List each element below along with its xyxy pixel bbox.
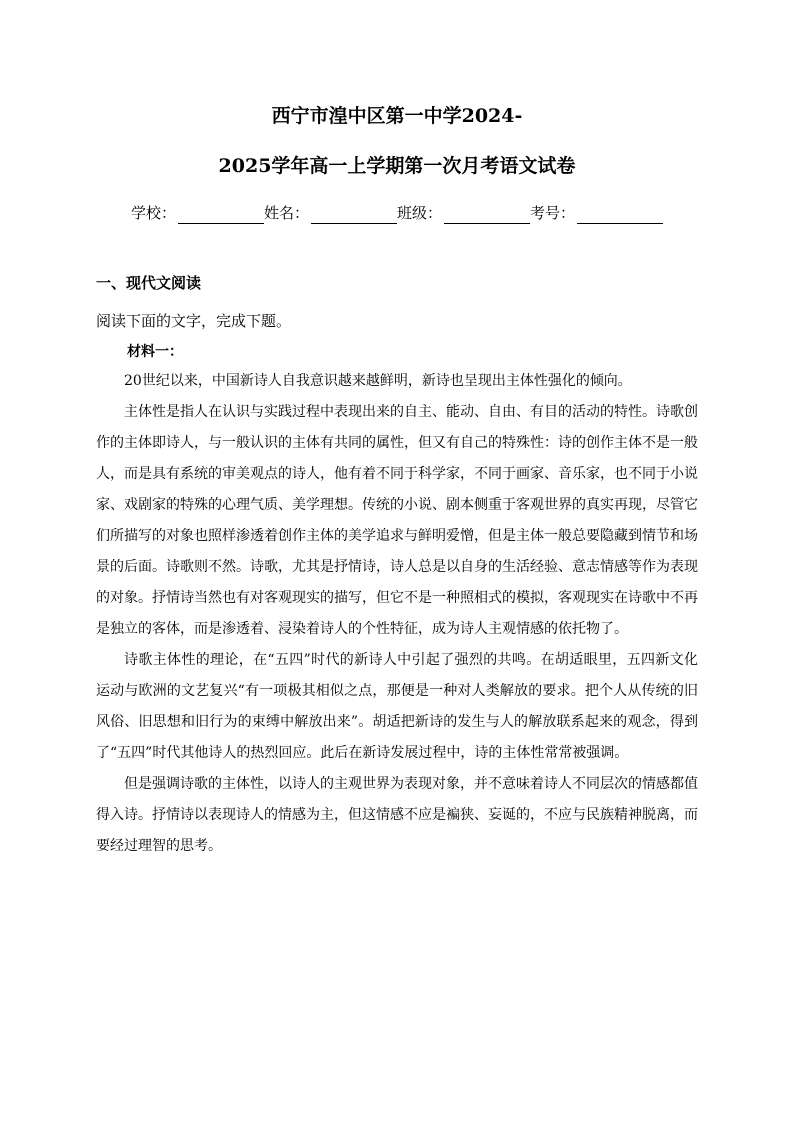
student-info-row — [96, 202, 698, 224]
reading-instruction: 阅读下面的文字，完成下题。 — [96, 312, 292, 330]
paragraph: 主体性是指人在认识与实践过程中表现出来的自主、能动、自由、有目的活动的特性。诗歌创作的主体即诗人，与一般认识的主体有共同的属性，但又有自己的特殊性：诗的创作主体不是一般人，而是具有系统的审美观点的诗人，他有着不同于科学家，不同于画家、音乐家，也不同于小说家、戏剧家的特殊的心理气质、美学理想。传统的小说、剧本侧重于客观世界的真实再现，尽管它们所描写的对象也照样渗透着创作主体的美学追求与鲜明爱憎，但是主体一般总要隐藏到情节和场景的后面。诗歌则不然。诗歌，尤其是抒情诗，诗人总是以自身的生活经验、意志情感等作为表现的对象。抒情诗当然也有对客观现实的描写，但它不是一种照相式的模拟，客观现实在诗歌中不再是独立的客体，而是渗透着、浸染着诗人的个性特征，成为诗人主观情感的依托物了。 — [96, 404, 698, 637]
class-blank — [444, 207, 530, 224]
section-heading: 一、现代文阅读 — [96, 274, 202, 292]
material-label: 材料一： — [127, 344, 183, 360]
paragraph: 但是强调诗歌的主体性，以诗人的主观世界为表现对象，并不意味着诗人不同层次的情感都值得入诗。抒情诗以表现诗人的情感为主，但这情感不应是褊狭、妄诞的，不应与民族精神脱离，而要经过理智的思考。 — [96, 776, 698, 854]
name-blank — [311, 207, 397, 224]
exam-title-line2: 2025学年高一上学期第一次月考语文试卷 — [218, 155, 576, 177]
exam-title-line1: 西宁市湟中区第一中学2024- — [271, 105, 523, 127]
class-label: 班级： — [397, 204, 443, 222]
name-label: 姓名： — [263, 204, 309, 222]
exam-number-field — [530, 202, 663, 224]
name-field — [264, 202, 397, 224]
paragraph: 20世纪以来，中国新诗人自我意识越来越鲜明，新诗也呈现出主体性强化的倾向。 — [124, 373, 632, 389]
passage-body — [96, 366, 698, 862]
school-blank — [178, 207, 264, 224]
paragraph: 诗歌主体性的理论，在“五四”时代的新诗人中引起了强烈的共鸣。在胡适眼里，五四新文化运动与欧洲的文艺复兴“有一项极其相似之点，那便是一种对人类解放的要求。把个人从传统的旧风俗、旧思想和旧行为的束缚中解放出来”。胡适把新诗的发生与人的解放联系起来的观念，得到了“五四”时代其他诗人的热烈回应。此后在新诗发展过程中，诗的主体性常常被强调。 — [96, 652, 698, 761]
school-label: 学校： — [130, 204, 176, 222]
exam-number-blank — [577, 207, 663, 224]
class-field — [397, 202, 530, 224]
exam-number-label: 考号： — [530, 204, 576, 222]
school-field — [131, 202, 264, 224]
